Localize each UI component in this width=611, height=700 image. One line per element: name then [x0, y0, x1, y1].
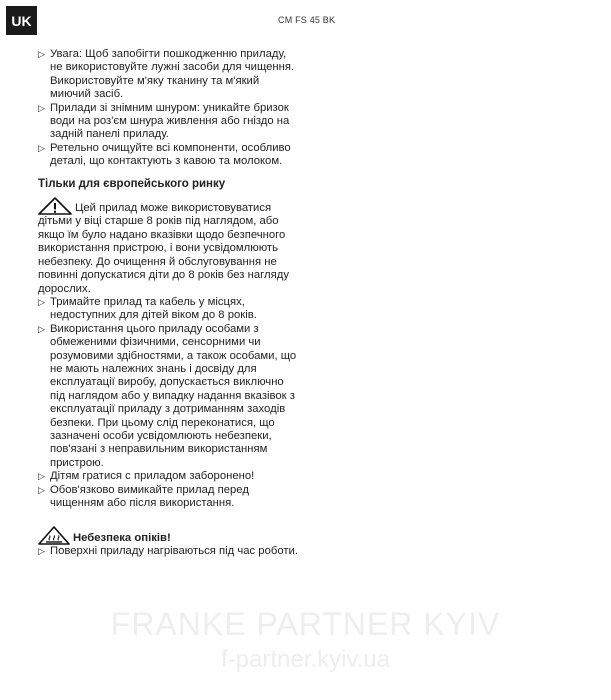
list-item-text: Ретельно очищуйте всі компоненти, особливо деталі, що контактують з кавою та молоком. — [50, 141, 291, 168]
list-item — [38, 102, 300, 142]
warning-triangle-icon — [38, 197, 72, 215]
warning-paragraph — [38, 197, 300, 296]
watermark-brand: FRANKE PARTNER KYIV — [110, 606, 501, 642]
list-item — [38, 470, 300, 483]
list-item — [38, 48, 300, 102]
list-item — [38, 323, 300, 470]
triangle-bullet-icon: ▷ — [38, 323, 45, 334]
triangle-bullet-icon: ▷ — [38, 296, 45, 307]
burn-warning-title: Небезпека опіків! — [73, 532, 171, 544]
list-item-text: Обов'язково вимикайте прилад перед чищенням або після використання. — [50, 483, 249, 509]
list-item — [38, 142, 300, 169]
language-badge: UK — [6, 6, 37, 35]
hot-surface-icon — [38, 526, 70, 545]
list-item-text: Прилади зі знімним шнуром: уникайте бризок води на роз'єм шнура живлення або гніздо на задній панелі приладу. — [50, 101, 290, 141]
triangle-bullet-icon: ▷ — [38, 49, 45, 59]
model-number: CM FS 45 BK — [278, 15, 336, 25]
triangle-bullet-icon: ▷ — [38, 142, 45, 153]
burn-warning-heading — [38, 526, 300, 545]
list-item — [38, 545, 300, 558]
list-item-text: Поверхні приладу нагріваються під час роботи. — [50, 545, 299, 558]
list-item-text: Тримайте прилад та кабель у місцях, недоступних для дітей віком до 8 років. — [50, 295, 257, 322]
list-item-text: Використання цього приладу особами з обмеженими фізичними, сенсорними чи розумовими здібностями, а також особами, що не мають належних знань і досвіду для експлуатації виробу, допускається виключно під наглядом або у випадку надання вказівок з експлуатації приладу з дотриманням заходів безпеки. При цьому слід переконатися, що зазначені особи усвідомлюють небезпеки, пов'язані з неправильним використанням пристрою. — [50, 322, 297, 469]
list-item — [38, 484, 300, 511]
triangle-bullet-icon: ▷ — [38, 471, 45, 482]
document-body — [38, 48, 300, 559]
watermark-url: f-partner.kyiv.ua — [221, 646, 390, 673]
list-item-text: Увага: Щоб запобігти пошкодженню приладу, не використовуйте лужні засоби для чищення. Використовуйте м'яку тканину та м'який миючий засіб. — [50, 48, 295, 101]
warning-paragraph-text: Цей прилад може використовуватися дітьми у віці старше 8 років під наглядом, або якщо їм було надано вказівки щодо безпечного використання пристрою, і вони усвідомлюють небезпеку. До очищення й обслуговування не повинні допускатися діти до 8 років без нагляду дорослих. — [38, 202, 289, 295]
section-title: Тільки для європейського ринку — [38, 177, 226, 190]
list-item-text: Дітям гратися с приладом заборонено! — [50, 470, 255, 483]
triangle-bullet-icon: ▷ — [38, 102, 45, 113]
list-item — [38, 296, 300, 323]
triangle-bullet-icon: ▷ — [38, 484, 45, 495]
triangle-bullet-icon: ▷ — [38, 546, 45, 557]
